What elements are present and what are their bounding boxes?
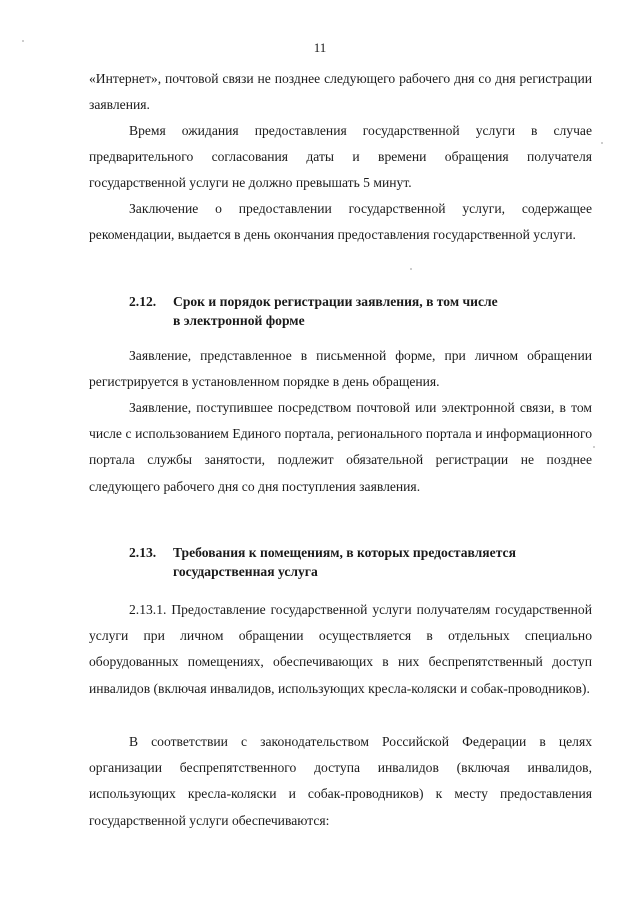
scan-speck xyxy=(22,40,24,42)
paragraph: В соответствии с законодательством Российской Федерации в целях организации беспрепятственного доступа инвалидов (включая инвалидов, использующих кресла-коляски и собак-проводников) к месту предоставления государственной услуги обеспечиваются: xyxy=(89,734,592,828)
paragraph: Заключение о предоставлении государственной услуги, содержащее рекомендации, выдается в день окончания предоставления государственной услуги. xyxy=(89,201,592,243)
paragraph: Заявление, поступившее посредством почтовой или электронной связи, в том числе с использованием Единого портала, регионального портала и информационного портала службы занятости, подлежит обязательной регистрации не позднее следующего рабочего дня со дня поступления заявления. xyxy=(89,400,592,494)
section-title-line2: в электронной форме xyxy=(173,313,305,328)
section-number: 2.13. xyxy=(129,545,157,560)
section-number: 2.12. xyxy=(129,294,157,309)
page-number: 11 xyxy=(313,40,327,55)
scan-speck xyxy=(410,268,412,270)
section-title-line1: Срок и порядок регистрации заявления, в том числе xyxy=(173,294,498,309)
scan-speck xyxy=(593,446,595,448)
section-heading xyxy=(129,543,592,581)
section-title-line2: государственная услуга xyxy=(173,564,318,579)
section-title-line1: Требования к помещениям, в которых предоставляется xyxy=(173,545,516,560)
paragraph: Время ожидания предоставления государственной услуги в случае предварительного согласования даты и времени обращения получателя государственной услуги не должно превышать 5 минут. xyxy=(89,123,592,191)
scan-speck xyxy=(601,142,603,144)
paragraph: Заявление, представленное в письменной форме, при личном обращении регистрируется в установленном порядке в день обращения. xyxy=(89,348,592,390)
paragraph: 2.13.1. Предоставление государственной услуги получателям государственной услуги при личном обращении осуществляется в отдельных специально оборудованных помещениях, обеспечивающих в них беспрепятственный доступ инвалидов (включая инвалидов, использующих кресла-коляски и собак-проводников). xyxy=(89,602,592,696)
paragraph: «Интернет», почтовой связи не позднее следующего рабочего дня со дня регистрации заявления. xyxy=(89,71,592,113)
section-heading xyxy=(129,292,592,330)
